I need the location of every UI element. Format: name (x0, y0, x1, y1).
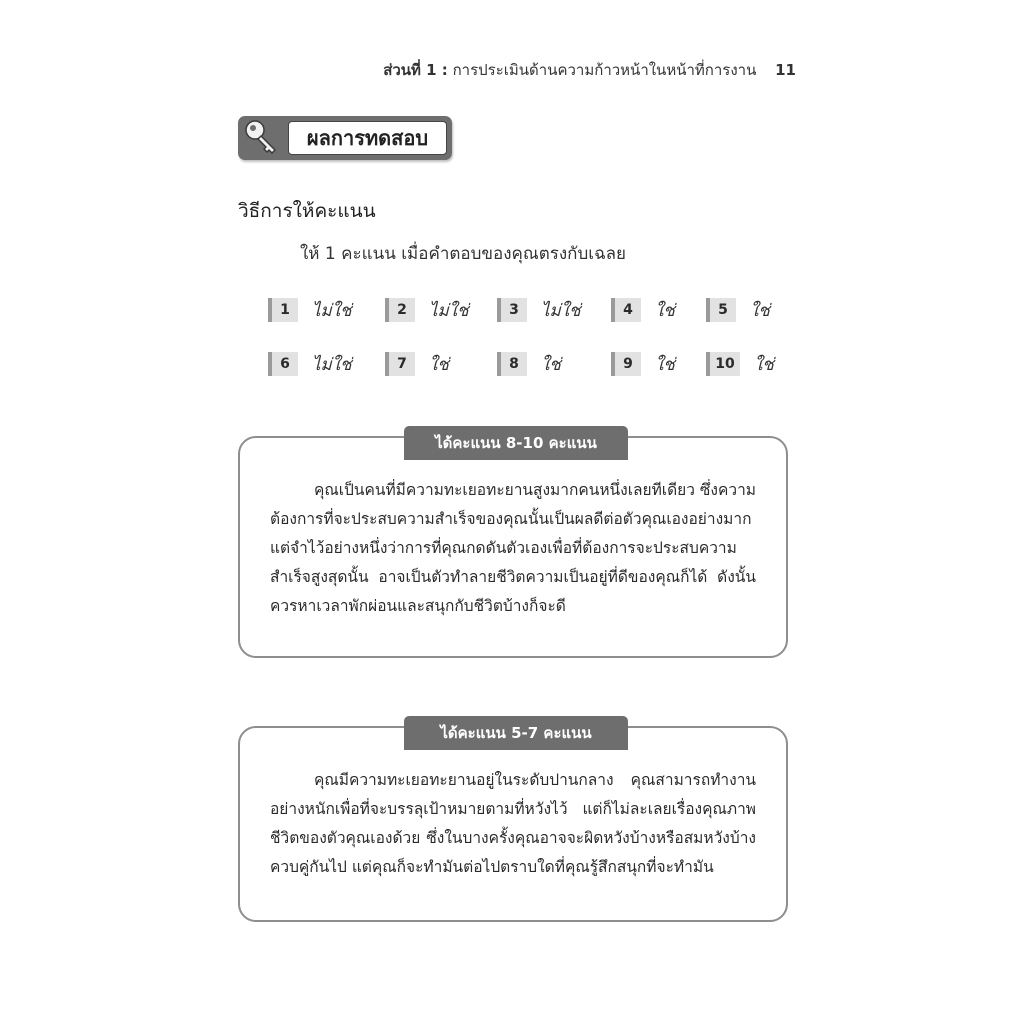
result-title: ได้คะแนน 5-7 คะแนน (404, 716, 628, 750)
question-number: 6 (268, 352, 298, 376)
answer-item (385, 350, 449, 378)
answer-item (611, 296, 675, 324)
page-number: 11 (775, 61, 796, 79)
question-number: 10 (706, 352, 740, 376)
answer-row-1 (268, 296, 828, 350)
answer-value: ใช่ (541, 354, 561, 375)
answer-item (497, 296, 581, 324)
answer-item (611, 350, 675, 378)
result-title: ได้คะแนน 8-10 คะแนน (404, 426, 628, 460)
question-number: 7 (385, 352, 415, 376)
result-box-medium (238, 726, 788, 922)
question-number: 9 (611, 352, 641, 376)
answer-value: ไม่ใช่ (312, 354, 352, 375)
answer-item (268, 350, 352, 378)
answer-value: ใช่ (750, 300, 770, 321)
scoring-heading: วิธีการให้คะแนน (238, 200, 376, 222)
answer-value: ไม่ใช่ (312, 300, 352, 321)
section-number: ส่วนที่ 1 : (383, 61, 448, 79)
answer-row-2 (268, 350, 828, 404)
answer-value: ใช่ (754, 354, 774, 375)
section-badge-label: ผลการทดสอบ (288, 121, 447, 155)
result-box-high (238, 436, 788, 658)
answer-value: ไม่ใช่ (429, 300, 469, 321)
answer-item (706, 350, 774, 378)
key-icon (242, 118, 282, 158)
result-text: คุณมีความทะเยอทะยานอยู่ในระดับปานกลาง คุณสามารถทำงานอย่างหนักเพื่อที่จะบรรลุเป้าหมายตามที่หวังไว้ แต่ก็ไม่ละเลยเรื่องคุณภาพชีวิตของตัวคุณเองด้วย ซึ่งในบางครั้งคุณอาจจะผิดหวังบ้างหรือสมหวังบ้างควบคู่กันไป แต่คุณก็จะทำมันต่อไปตราบใดที่คุณรู้สึกสนุกที่จะทำมัน (270, 771, 756, 876)
chapter-title: การประเมินด้านความก้าวหน้าในหน้าที่การงาน (452, 61, 757, 79)
answer-item (268, 296, 352, 324)
answer-item (385, 296, 469, 324)
question-number: 2 (385, 298, 415, 322)
question-number: 1 (268, 298, 298, 322)
answer-key (268, 296, 828, 404)
scoring-rule: ให้ 1 คะแนน เมื่อคำตอบของคุณตรงกับเฉลย (300, 244, 627, 264)
question-number: 4 (611, 298, 641, 322)
section-badge (238, 116, 452, 160)
question-number: 5 (706, 298, 736, 322)
running-header (383, 58, 796, 82)
answer-value: ใช่ (429, 354, 449, 375)
result-text: คุณเป็นคนที่มีความทะเยอทะยานสูงมากคนหนึ่งเลยทีเดียว ซึ่งความต้องการที่จะประสบความสำเร็จของคุณนั้นเป็นผลดีต่อตัวคุณเองอย่างมาก แต่จำไว้อย่างหนึ่งว่าการที่คุณกดดันตัวเองเพื่อที่ต้องการจะประสบความสำเร็จสูงสุดนั้น อาจเป็นตัวทำลายชีวิตความเป็นอยู่ที่ดีของคุณก็ได้ ดังนั้นควรหาเวลาพักผ่อนและสนุกกับชีวิตบ้างก็จะดี (270, 481, 756, 615)
question-number: 3 (497, 298, 527, 322)
answer-value: ไม่ใช่ (541, 300, 581, 321)
question-number: 8 (497, 352, 527, 376)
answer-value: ใช่ (655, 354, 675, 375)
answer-item (706, 296, 770, 324)
answer-value: ใช่ (655, 300, 675, 321)
answer-item (497, 350, 561, 378)
